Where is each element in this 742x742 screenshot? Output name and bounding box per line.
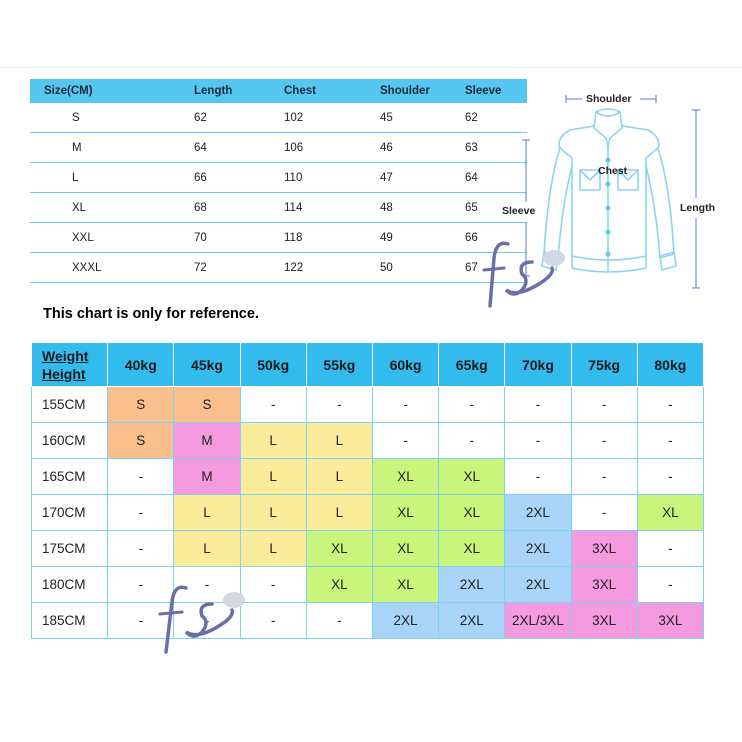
- size-recommendation-cell: -: [505, 387, 571, 423]
- length-label: Length: [680, 202, 715, 214]
- height-label-cell: 160CM: [32, 423, 108, 459]
- size-recommendation-cell: XL: [439, 531, 505, 567]
- size-recommendation-cell: -: [439, 387, 505, 423]
- measurement-cell: 114: [284, 193, 380, 223]
- height-row: [32, 531, 704, 567]
- size-recommendation-cell: 2XL: [439, 603, 505, 639]
- size-chart-header: Shoulder: [380, 79, 465, 103]
- measurement-cell: 47: [380, 163, 465, 193]
- size-chart-body: [30, 103, 527, 283]
- weight-column-header: 75kg: [571, 343, 637, 387]
- size-chart-row: [30, 223, 527, 253]
- size-recommendation-cell: 2XL: [439, 567, 505, 603]
- size-recommendation-cell: -: [108, 495, 174, 531]
- weight-column-header: 65kg: [439, 343, 505, 387]
- watermark-logo-icon: [478, 236, 570, 316]
- size-chart-header: Size(CM): [30, 79, 192, 103]
- size-recommendation-cell: S: [108, 423, 174, 459]
- weight-height-corner: [32, 343, 108, 387]
- size-recommendation-cell: S: [174, 387, 240, 423]
- size-recommendation-cell: -: [637, 459, 703, 495]
- size-recommendation-cell: L: [174, 495, 240, 531]
- size-recommendation-cell: -: [637, 423, 703, 459]
- measurement-cell: 72: [192, 253, 284, 283]
- measurement-cell: 62: [192, 103, 284, 133]
- size-recommendation-cell: -: [571, 423, 637, 459]
- size-recommendation-cell: -: [571, 495, 637, 531]
- size-recommendation-cell: XL: [372, 495, 438, 531]
- weight-height-body: [32, 387, 704, 639]
- size-recommendation-cell: -: [240, 567, 306, 603]
- size-chart-table: [30, 79, 527, 283]
- size-label-cell: L: [30, 163, 192, 193]
- size-recommendation-cell: 3XL: [637, 603, 703, 639]
- size-label-cell: XXXL: [30, 253, 192, 283]
- measurement-cell: 67: [465, 253, 527, 283]
- size-recommendation-cell: L: [240, 531, 306, 567]
- size-recommendation-cell: -: [637, 531, 703, 567]
- measurement-cell: 49: [380, 223, 465, 253]
- measurement-cell: 65: [465, 193, 527, 223]
- size-recommendation-cell: -: [637, 387, 703, 423]
- size-recommendation-cell: L: [174, 531, 240, 567]
- size-recommendation-cell: 2XL: [505, 495, 571, 531]
- size-recommendation-cell: -: [439, 423, 505, 459]
- measurement-cell: 62: [465, 103, 527, 133]
- height-heading: Height: [42, 365, 86, 382]
- measurement-cell: 118: [284, 223, 380, 253]
- height-label-cell: 180CM: [32, 567, 108, 603]
- measurement-cell: 45: [380, 103, 465, 133]
- size-recommendation-cell: -: [372, 423, 438, 459]
- size-recommendation-cell: L: [306, 423, 372, 459]
- size-recommendation-cell: XL: [372, 531, 438, 567]
- weight-header-row: [32, 343, 704, 387]
- height-row: [32, 423, 704, 459]
- size-recommendation-cell: L: [240, 423, 306, 459]
- height-row: [32, 387, 704, 423]
- size-recommendation-cell: XL: [306, 567, 372, 603]
- size-label-cell: S: [30, 103, 192, 133]
- size-recommendation-cell: -: [108, 531, 174, 567]
- size-recommendation-cell: M: [174, 423, 240, 459]
- size-recommendation-cell: L: [240, 495, 306, 531]
- measurement-cell: 64: [192, 133, 284, 163]
- weight-column-header: 60kg: [372, 343, 438, 387]
- size-recommendation-cell: M: [174, 459, 240, 495]
- shoulder-label: Shoulder: [586, 93, 632, 105]
- size-recommendation-cell: L: [240, 459, 306, 495]
- top-divider: [0, 67, 742, 68]
- weight-column-header: 45kg: [174, 343, 240, 387]
- size-recommendation-cell: XL: [439, 495, 505, 531]
- size-recommendation-cell: 2XL/3XL: [505, 603, 571, 639]
- measurement-cell: 122: [284, 253, 380, 283]
- weight-height-size-table: [31, 342, 704, 639]
- measurement-cell: 64: [465, 163, 527, 193]
- size-recommendation-cell: S: [108, 387, 174, 423]
- measurement-cell: 48: [380, 193, 465, 223]
- size-recommendation-cell: XL: [637, 495, 703, 531]
- size-recommendation-cell: XL: [439, 459, 505, 495]
- measurement-cell: 102: [284, 103, 380, 133]
- height-row: [32, 495, 704, 531]
- measurement-cell: 46: [380, 133, 465, 163]
- height-row: [32, 459, 704, 495]
- measurement-cell: 106: [284, 133, 380, 163]
- sleeve-label: Sleeve: [502, 205, 536, 217]
- size-recommendation-cell: -: [505, 459, 571, 495]
- measurement-cell: 68: [192, 193, 284, 223]
- size-chart-header-row: [30, 79, 527, 103]
- reference-note: This chart is only for reference.: [43, 306, 259, 322]
- size-recommendation-cell: -: [306, 387, 372, 423]
- size-recommendation-cell: -: [637, 567, 703, 603]
- height-label-cell: 155CM: [32, 387, 108, 423]
- size-label-cell: XL: [30, 193, 192, 223]
- size-recommendation-cell: 2XL: [505, 531, 571, 567]
- height-row: [32, 603, 704, 639]
- size-recommendation-cell: 3XL: [571, 567, 637, 603]
- height-label-cell: 165CM: [32, 459, 108, 495]
- size-label-cell: M: [30, 133, 192, 163]
- weight-column-header: 40kg: [108, 343, 174, 387]
- height-label-cell: 185CM: [32, 603, 108, 639]
- weight-column-header: 50kg: [240, 343, 306, 387]
- size-recommendation-cell: -: [372, 387, 438, 423]
- size-chart-header: Sleeve: [465, 79, 527, 103]
- height-label-cell: 175CM: [32, 531, 108, 567]
- size-recommendation-cell: L: [306, 459, 372, 495]
- size-chart-row: [30, 103, 527, 133]
- size-recommendation-cell: -: [108, 459, 174, 495]
- height-label-cell: 170CM: [32, 495, 108, 531]
- measurement-cell: 66: [465, 223, 527, 253]
- size-recommendation-cell: 2XL: [372, 603, 438, 639]
- size-recommendation-cell: -: [306, 603, 372, 639]
- size-recommendation-cell: 3XL: [571, 531, 637, 567]
- weight-heading: Weight: [42, 347, 89, 364]
- size-recommendation-cell: 3XL: [571, 603, 637, 639]
- chest-label: Chest: [598, 165, 628, 177]
- size-recommendation-cell: -: [108, 567, 174, 603]
- watermark-logo-icon: [152, 582, 252, 658]
- weight-column-header: 80kg: [637, 343, 703, 387]
- measurement-cell: 50: [380, 253, 465, 283]
- size-recommendation-cell: XL: [372, 567, 438, 603]
- height-row: [32, 567, 704, 603]
- size-chart-header: Chest: [284, 79, 380, 103]
- size-chart-row: [30, 253, 527, 283]
- size-recommendation-cell: -: [174, 603, 240, 639]
- weight-column-header: 55kg: [306, 343, 372, 387]
- size-recommendation-cell: -: [174, 567, 240, 603]
- size-label-cell: XXL: [30, 223, 192, 253]
- measurement-cell: 70: [192, 223, 284, 253]
- size-chart-row: [30, 163, 527, 193]
- size-chart-header: Length: [192, 79, 284, 103]
- size-chart-row: [30, 193, 527, 223]
- size-recommendation-cell: 2XL: [505, 567, 571, 603]
- size-recommendation-cell: -: [240, 387, 306, 423]
- size-recommendation-cell: L: [306, 495, 372, 531]
- size-recommendation-cell: -: [108, 603, 174, 639]
- weight-column-header: 70kg: [505, 343, 571, 387]
- size-recommendation-cell: -: [240, 603, 306, 639]
- size-recommendation-cell: XL: [306, 531, 372, 567]
- size-chart-row: [30, 133, 527, 163]
- size-recommendation-cell: XL: [372, 459, 438, 495]
- size-recommendation-cell: -: [571, 459, 637, 495]
- measurement-cell: 66: [192, 163, 284, 193]
- size-recommendation-cell: -: [571, 387, 637, 423]
- measurement-cell: 63: [465, 133, 527, 163]
- size-recommendation-cell: -: [505, 423, 571, 459]
- measurement-cell: 110: [284, 163, 380, 193]
